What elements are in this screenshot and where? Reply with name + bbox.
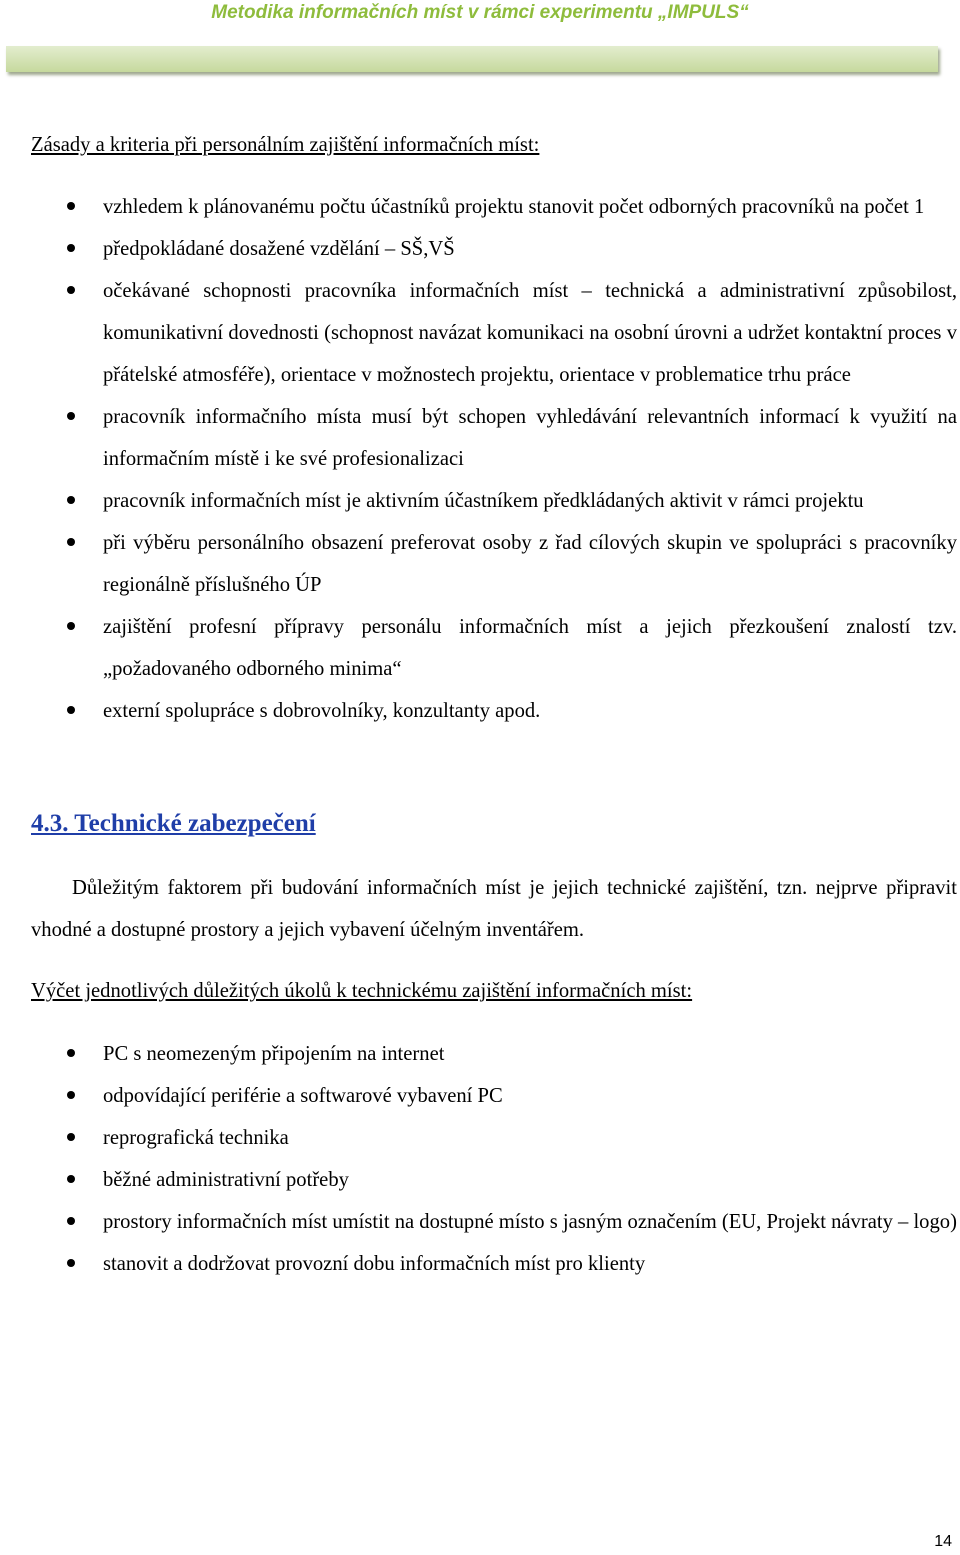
bullet-icon: [67, 1217, 75, 1225]
list-item-text: zajištění profesní přípravy personálu informačních míst a jejich přezkoušení znalostí tzv. „požadovaného odborného minima“: [103, 616, 957, 680]
list-item-text: odpovídající periférie a softwarové vybavení PC: [103, 1085, 503, 1107]
list-item-text: stanovit a dodržovat provozní dobu informačních míst pro klienty: [103, 1253, 646, 1275]
list-item: [31, 1117, 957, 1159]
bullet-icon: [67, 496, 75, 504]
bullet-icon: [67, 412, 75, 420]
bullet-icon: [67, 706, 75, 714]
list-item-text: běžné administrativní potřeby: [103, 1169, 349, 1191]
list-item: [31, 690, 957, 732]
section1-subheading: Zásady a kriteria při personálním zajištění informačních míst:: [31, 134, 540, 156]
list-item-text: PC s neomezeným připojením na internet: [103, 1043, 445, 1065]
list-item: [31, 1033, 957, 1075]
page-number: 14: [934, 1533, 952, 1550]
bullet-icon: [67, 1133, 75, 1141]
list-item-text: pracovník informačního místa musí být schopen vyhledávání relevantních informací k využití na informačním místě i ke své profesionalizaci: [103, 406, 957, 470]
list-item: [31, 606, 957, 690]
bullet-icon: [67, 538, 75, 546]
list-item-text: externí spolupráce s dobrovolníky, konzultanty apod.: [103, 700, 541, 722]
bullet-icon: [67, 1259, 75, 1267]
list-item: [31, 396, 957, 480]
section2-subheading: Výčet jednotlivých důležitých úkolů k technickému zajištění informačních míst:: [31, 980, 693, 1002]
list-item: [31, 1243, 957, 1285]
list-item-text: očekávané schopnosti pracovníka informačních míst – technická a administrativní způsobilost, komunikativní dovednosti (schopnost navázat komunikaci na osobní úrovni a udržet kontaktní proces v přátelské atmosféře), orientace v možnostech projektu, orientace v problematice trhu práce: [103, 280, 957, 386]
bullet-icon: [67, 244, 75, 252]
bullet-icon: [67, 1175, 75, 1183]
list-item: [31, 522, 957, 606]
list-item: [31, 1159, 957, 1201]
list-item: [31, 186, 957, 228]
bullet-icon: [67, 1049, 75, 1057]
list-item: [31, 228, 957, 270]
list-item-text: reprografická technika: [103, 1127, 289, 1149]
bullet-icon: [67, 286, 75, 294]
list-item-text: při výběru personálního obsazení preferovat osoby z řad cílových skupin ve spolupráci s pracovníky regionálně příslušného ÚP: [103, 532, 957, 596]
list-item-text: vzhledem k plánovanému počtu účastníků projektu stanovit počet odborných pracovníků na počet 1: [103, 196, 925, 218]
section1-list: [31, 186, 957, 732]
document-body: [31, 124, 957, 1285]
list-item: [31, 270, 957, 396]
list-item: [31, 480, 957, 522]
section-heading: 4.3. Technické zabezpečení: [31, 810, 316, 837]
list-item: [31, 1201, 957, 1243]
list-item-text: předpokládané dosažené vzdělání – SŠ,VŠ: [103, 238, 455, 260]
list-item-text: pracovník informačních míst je aktivním účastníkem předkládaných aktivit v rámci projektu: [103, 490, 864, 512]
bullet-icon: [67, 622, 75, 630]
list-item-text: prostory informačních míst umístit na dostupné místo s jasným označením (EU, Projekt návraty – logo): [103, 1211, 957, 1233]
bullet-icon: [67, 1091, 75, 1099]
bullet-icon: [67, 202, 75, 210]
section2-list: [31, 1033, 957, 1285]
paragraph: Důležitým faktorem při budování informačních míst je jejich technické zajištění, tzn. nejprve připravit vhodné a dostupné prostory a jejich vybavení účelným inventářem.: [31, 877, 957, 941]
list-item: [31, 1075, 957, 1117]
header-bar: [6, 46, 938, 72]
header-title: Metodika informačních míst v rámci experimentu „IMPULS“: [211, 2, 749, 23]
